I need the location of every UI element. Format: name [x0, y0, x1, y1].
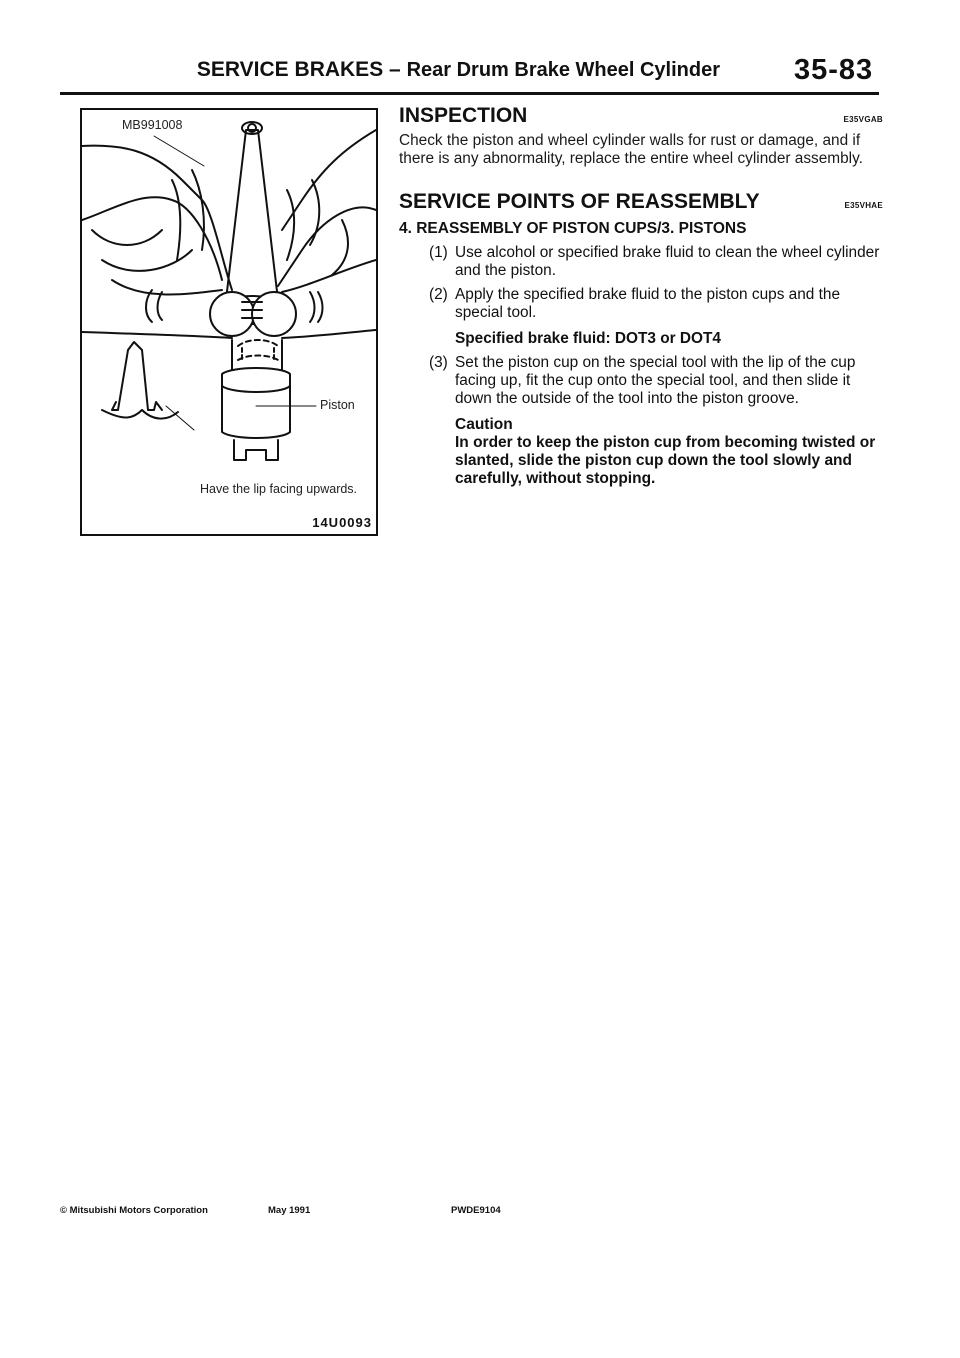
header-rule	[60, 92, 879, 95]
illustration-figure	[80, 108, 378, 536]
inspection-code: E35VGAB	[843, 115, 883, 124]
footer-copyright: © Mitsubishi Motors Corporation	[60, 1205, 208, 1216]
inspection-text: Check the piston and wheel cylinder walls for rust or damage, and if there is any abnormality, replace the entire wheel cylinder assembly.	[399, 132, 863, 167]
step-item	[429, 354, 883, 408]
step-number: (3)	[429, 354, 448, 371]
lip-direction-label: Have the lip facing upwards.	[200, 482, 358, 496]
reassembly-heading: SERVICE POINTS OF REASSEMBLY	[399, 190, 760, 213]
main-content	[399, 104, 883, 488]
step-item	[429, 286, 883, 322]
step-number: (1)	[429, 244, 448, 261]
inspection-heading: INSPECTION	[399, 104, 528, 127]
tool-label: MB991008	[122, 118, 183, 132]
step-text: Use alcohol or specified brake fluid to clean the wheel cylinder and the piston.	[455, 244, 880, 279]
reassembly-subheading: 4. REASSEMBLY OF PISTON CUPS/3. PISTONS	[399, 220, 747, 237]
footer-code: PWDE9104	[451, 1205, 501, 1216]
step-item	[429, 244, 883, 280]
caution-text: In order to keep the piston cup from becoming twisted or slanted, slide the piston cup down the tool slowly and carefully, without stopping.	[455, 434, 876, 487]
step-number: (2)	[429, 286, 448, 303]
header-title-separator: –	[383, 58, 407, 81]
reassembly-code: E35VHAE	[844, 201, 883, 210]
header-title-sub: Rear Drum Brake Wheel Cylinder	[406, 59, 720, 81]
footer-date: May 1991	[268, 1205, 311, 1216]
header-title-main: SERVICE BRAKES	[196, 58, 384, 81]
caution-title: Caution	[455, 416, 513, 433]
page-number: 35-83	[794, 54, 874, 86]
step-text: Set the piston cup on the special tool with the lip of the cup facing up, fit the cup onto the special tool, and then slide it down the outside of the tool into the piston groove.	[455, 354, 856, 407]
piston-label: Piston	[320, 398, 355, 412]
inspection-heading-row	[399, 104, 883, 128]
reassembly-heading-row	[399, 190, 883, 214]
piston-cup-tool-drawing	[82, 110, 376, 534]
step-text: Apply the specified brake fluid to the piston cups and the special tool.	[455, 286, 841, 321]
figure-id: 14U0093	[312, 515, 372, 530]
caution-block	[455, 416, 883, 488]
brake-fluid-spec: Specified brake fluid: DOT3 or DOT4	[455, 330, 721, 347]
page-header-title	[0, 58, 720, 82]
